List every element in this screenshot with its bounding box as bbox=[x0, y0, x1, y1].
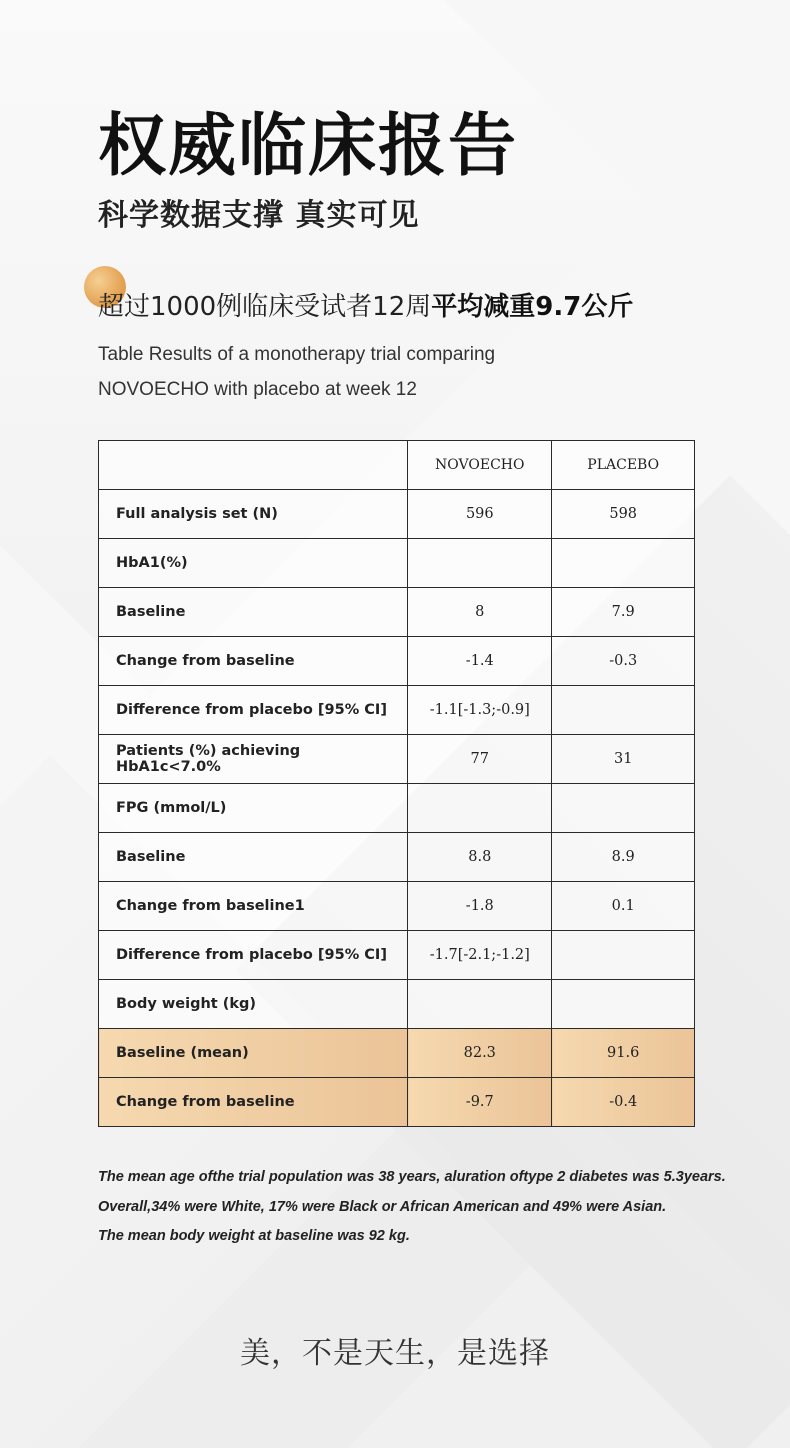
placebo-value bbox=[552, 686, 695, 735]
headline-prefix: 超过1000例临床受试者12周 bbox=[98, 292, 432, 322]
novoecho-value: 8 bbox=[408, 588, 552, 637]
placebo-value: 0.1 bbox=[552, 882, 695, 931]
novoecho-value bbox=[408, 980, 552, 1029]
novoecho-value: -1.4 bbox=[408, 637, 552, 686]
novoecho-value: 596 bbox=[408, 490, 552, 539]
page-title: 权威临床报告 bbox=[98, 107, 519, 186]
note-line: Overall,34% were White, 17% were Black or African American and 49% were Asian. bbox=[98, 1198, 667, 1215]
row-label: Full analysis set (N) bbox=[99, 490, 408, 539]
table-row bbox=[99, 735, 695, 784]
table-row bbox=[99, 931, 695, 980]
row-label: HbA1(%) bbox=[99, 539, 408, 588]
novoecho-value: 77 bbox=[408, 735, 552, 784]
table-row bbox=[99, 539, 695, 588]
novoecho-value: -9.7 bbox=[408, 1078, 552, 1127]
note-line: The mean age ofthe trial population was 38 years, aluration oftype 2 diabetes was 5.3years. bbox=[98, 1169, 726, 1185]
row-label: Baseline bbox=[99, 833, 408, 882]
novoecho-value: -1.1[-1.3;-0.9] bbox=[408, 686, 552, 735]
highlighted-table-row bbox=[99, 1078, 695, 1127]
placebo-value: -0.3 bbox=[552, 637, 695, 686]
trial-notes bbox=[98, 1163, 778, 1252]
novoecho-value: -1.8 bbox=[408, 882, 552, 931]
row-label: Baseline (mean) bbox=[99, 1029, 408, 1078]
column-header-placebo: PLACEBO bbox=[552, 441, 695, 490]
table-row bbox=[99, 833, 695, 882]
row-label: Patients (%) achieving HbA1c<7.0% bbox=[99, 735, 408, 784]
table-row bbox=[99, 784, 695, 833]
description-line: NOVOECHO with placebo at week 12 bbox=[98, 379, 417, 400]
placebo-value: 8.9 bbox=[552, 833, 695, 882]
row-label: Body weight (kg) bbox=[99, 980, 408, 1029]
row-label: Baseline bbox=[99, 588, 408, 637]
description-line: Table Results of a monotherapy trial comparing bbox=[98, 344, 496, 365]
placebo-value: 598 bbox=[552, 490, 695, 539]
column-header-label bbox=[99, 441, 408, 490]
highlighted-table-row bbox=[99, 1029, 695, 1078]
table-row bbox=[99, 980, 695, 1029]
row-label: Change from baseline bbox=[99, 1078, 408, 1127]
placebo-value bbox=[552, 539, 695, 588]
row-label: Change from baseline bbox=[99, 637, 408, 686]
table-description bbox=[98, 337, 658, 407]
table-row bbox=[99, 490, 695, 539]
column-header-novoecho: NOVOECHO bbox=[408, 441, 552, 490]
table-row bbox=[99, 882, 695, 931]
row-label: Difference from placebo [95% CI] bbox=[99, 686, 408, 735]
placebo-value bbox=[552, 931, 695, 980]
row-label: FPG (mmol/L) bbox=[99, 784, 408, 833]
results-table bbox=[98, 440, 695, 1127]
novoecho-value: -1.7[-2.1;-1.2] bbox=[408, 931, 552, 980]
table-row bbox=[99, 686, 695, 735]
novoecho-value: 8.8 bbox=[408, 833, 552, 882]
placebo-value bbox=[552, 784, 695, 833]
placebo-value: 91.6 bbox=[552, 1029, 695, 1078]
page-subtitle: 科学数据支撑 真实可见 bbox=[98, 198, 420, 233]
table-row bbox=[99, 588, 695, 637]
row-label: Change from baseline1 bbox=[99, 882, 408, 931]
placebo-value: 31 bbox=[552, 735, 695, 784]
slogan: 美，不是天生，是选择 bbox=[240, 1336, 550, 1371]
table-row bbox=[99, 637, 695, 686]
novoecho-value bbox=[408, 784, 552, 833]
placebo-value: -0.4 bbox=[552, 1078, 695, 1127]
row-label: Difference from placebo [95% CI] bbox=[99, 931, 408, 980]
note-line: The mean body weight at baseline was 92 kg. bbox=[98, 1228, 410, 1244]
placebo-value: 7.9 bbox=[552, 588, 695, 637]
headline-emphasis: 平均减重9.7公斤 bbox=[431, 292, 634, 322]
novoecho-value bbox=[408, 539, 552, 588]
placebo-value bbox=[552, 980, 695, 1029]
novoecho-value: 82.3 bbox=[408, 1029, 552, 1078]
table-header-row bbox=[99, 441, 695, 490]
headline bbox=[98, 286, 633, 323]
